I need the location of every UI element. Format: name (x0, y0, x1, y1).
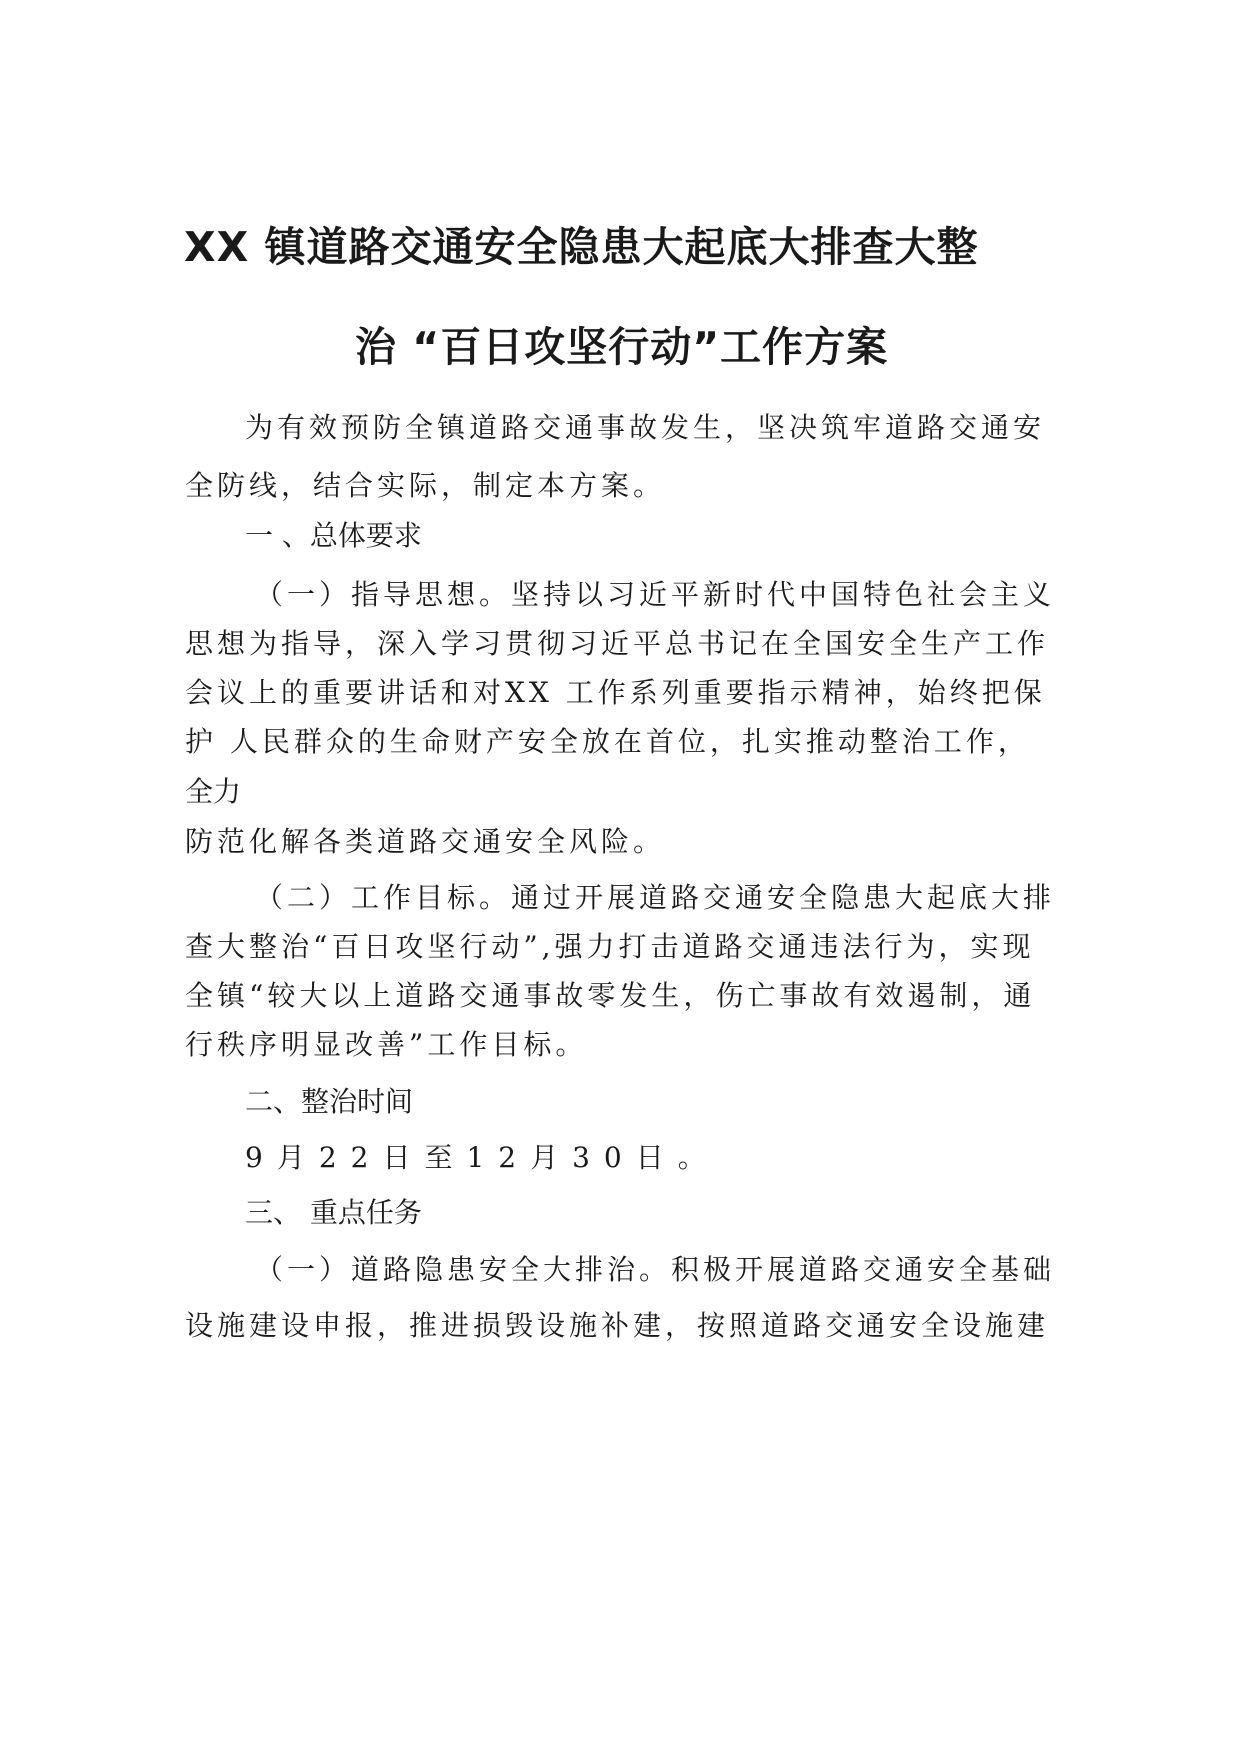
paragraph-guiding-line-5: 全力 (185, 775, 242, 808)
paragraph-guiding-line-4: 护 人民群众的生命财产安全放在首位，扎实推动整治工作， (185, 725, 1030, 758)
paragraph-task-line-1: （一）道路隐患安全大排治。积极开展道路交通安全基础 (255, 1253, 1056, 1286)
paragraph-goal-line-4: 行秩序明显改善”工作目标。 (185, 1028, 588, 1061)
paragraph-goal-line-2: 查大整治“百日攻坚行动”,强力打击道路交通违法行为，实现 (185, 930, 1035, 963)
section-heading-2: 二、整治时间 (245, 1085, 414, 1118)
paragraph-goal-line-3: 全镇“较大以上道路交通事故零发生，伤亡事故有效遏制，通 (185, 979, 1036, 1012)
paragraph-task-line-2: 设施建设申报，推进损毁设施补建，按照道路交通安全设施建 (185, 1309, 1050, 1342)
paragraph-guiding-line-1: （一）指导思想。坚持以习近平新时代中国特色社会主义 (255, 578, 1056, 611)
document-title-line-1: XX 镇道路交通安全隐患大起底大排查大整 (184, 223, 979, 271)
paragraph-guiding-line-3: 会议上的重要讲话和对XX 工作系列重要指示精神，始终把保 (185, 676, 1046, 709)
paragraph-intro-line-1: 为有效预防全镇道路交通事故发生，坚决筑牢道路交通安 (245, 411, 1046, 444)
paragraph-guiding-line-6: 防范化解各类道路交通安全风险。 (185, 825, 666, 858)
paragraph-goal-line-1: （二）工作目标。通过开展道路交通安全隐患大起底大排 (255, 881, 1056, 914)
paragraph-intro-line-2: 全防线，结合实际，制定本方案。 (185, 469, 666, 502)
paragraph-guiding-line-2: 思想为指导，深入学习贯彻习近平总书记在全国安全生产工作 (185, 627, 1050, 660)
document-title-line-2: 治 “百日攻坚行动”工作方案 (355, 323, 889, 371)
section-heading-3: 三、 重点任务 (245, 1196, 422, 1229)
section-heading-1: 一 、总体要求 (245, 519, 422, 552)
paragraph-time-range: 9月22日至12月30日。 (245, 1141, 720, 1174)
